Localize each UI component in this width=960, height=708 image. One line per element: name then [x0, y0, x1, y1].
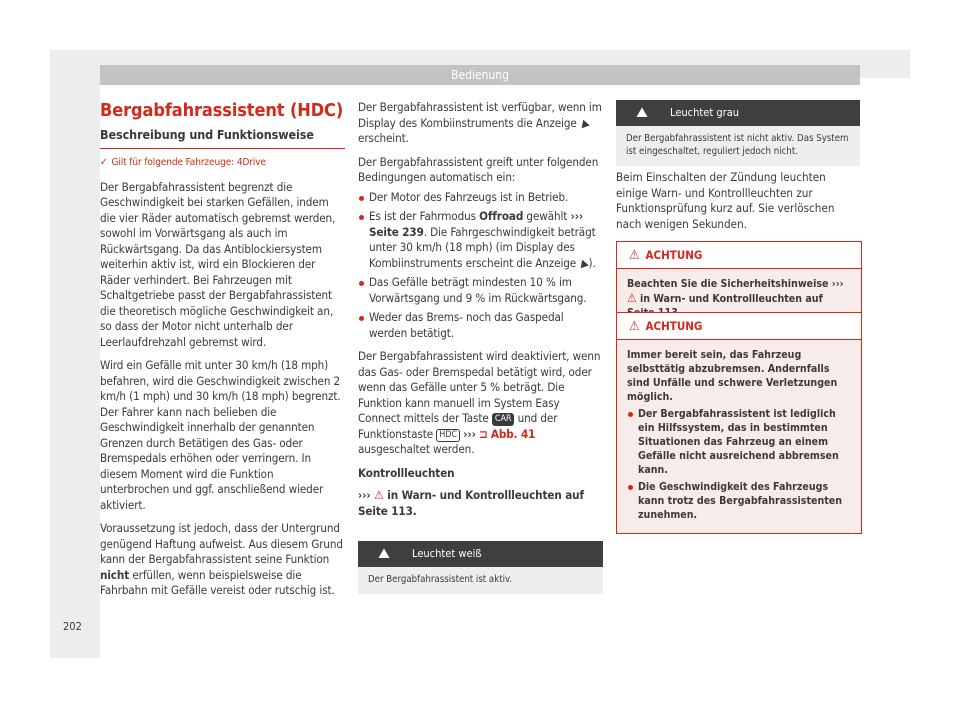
list-item: Weder das Brems- noch das Gaspedal werden betätigt. [358, 310, 603, 341]
list-item: Das Gefälle beträgt mindesten 10 % im Vorwärtsgang und 9 % im Rückwärtsgang. [358, 275, 603, 306]
hdc-lamp-icon: ⛰ [577, 255, 591, 271]
indicator-description: Der Bergabfahrassistent ist nicht aktiv. Das System ist eingeschaltet, reguliert jedoch nicht. [616, 126, 860, 166]
list-item: Die Geschwindigkeit des Fahrzeugs kann trotz des Bergabfahrassistenten zunehmen. [627, 480, 851, 522]
car-key-icon: CAR [492, 413, 515, 426]
list-item: Es ist der Fahrmodus Offroad gewählt ››› Seite 239. Die Fahrgeschwindigkeit beträgt unter 30 km/h (18 mph) (im Display des Kombiinstruments erscheint die Anzeige ⛰). [358, 209, 603, 271]
paragraph: Der Bergabfahrassistent begrenzt die Geschwindigkeit bei starken Gefällen, indem die vier Räder automatisch gebremst werden, sowohl im Vorwärtsgang als auch im Rückwärtsgang. Da das Antiblockiersystem weiterhin aktiv ist, wird ein Blockieren der Räder verhindert. Bei Fahrzeugen mit Schaltgetriebe passt der Bergabfahrassistent die theoretisch mögliche Geschwindigkeit an, so dass der Motor nicht unterhalb der Leerlaufdrehzahl gebremst wird. [100, 179, 336, 349]
indicator-label: Leuchtet weiß [412, 547, 482, 560]
applies-note [100, 155, 345, 171]
cross-reference[interactable]: ››› ⚠ in Warn- und Kontrollleuchten auf Seite 113. [358, 488, 584, 518]
figure-icon: ⊐ [479, 426, 488, 441]
hdc-lamp-icon: ⛰ [577, 115, 591, 131]
paragraph: Wird ein Gefälle mit unter 30 km/h (18 mph) befahren, wird die Geschwindigkeit zwischen 2 km/h (1 mph) und 30 km/h (18 mph) begrenzt. Der Fahrer kann nach belieben die Geschwindigkeit innerhalb der genannten Grenzen durch Betätigen des Gas- oder Bremspedals erhöhen oder verringern. In diesem Moment wird die Funktion unterbrochen und ggf. anschließend wieder aktiviert. [100, 358, 341, 512]
page-title: Bergabfahrassistent (HDC) [100, 100, 344, 121]
section-header: Bedienung [100, 65, 860, 85]
list-item: Der Motor des Fahrzeugs ist in Betrieb. [358, 190, 603, 206]
hdc-lamp-icon: ⛰ [636, 105, 648, 121]
indicator-white-box [358, 541, 603, 594]
paragraph: Voraussetzung ist jedoch, dass der Untergrund genügend Haftung aufweist. Aus diesem Grund kann der Bergabfahrassistent seine Funktion nicht erfüllen, wenn beispielsweise die Fahrbahn mit Gefälle vereist oder rutschig ist. [100, 521, 343, 597]
subheading: Kontrollleuchten [358, 465, 455, 480]
paragraph: Der Bergabfahrassistent wird deaktiviert, wenn das Gas- oder Bremspedal betätigt wird, oder wenn das Gefälle unter 5 % beträgt. Die Funktion kann manuell im System Easy Connect mittels der Taste CAR und der Funktionstaste HDC ››› ⊐ Abb. 41 ausgeschaltet werden. [358, 349, 601, 456]
indicator-description: Der Bergabfahrassistent ist aktiv. [358, 567, 603, 594]
applies-text: Gilt für folgende Fahrzeuge: 4Drive [111, 157, 266, 168]
paragraph: Der Bergabfahrassistent greift unter folgenden Bedingungen automatisch ein: [358, 154, 599, 184]
hdc-key-icon: HDC [436, 429, 460, 442]
warning-box-2 [616, 312, 862, 534]
column-1 [100, 100, 345, 607]
warning-intro: Immer bereit sein, das Fahrzeug selbsttätig abzubremsen. Andernfalls sind Unfälle und schwere Verletzungen möglich. [627, 349, 838, 403]
warning-title: ACHTUNG [645, 248, 703, 262]
page-reference-link[interactable]: ››› Seite 239 [369, 209, 584, 239]
column-2 [358, 100, 603, 527]
warning-box-1: ⚠ ACHTUNG Beachten Sie die Sicherheitshinweise ››› ⚠ in Warn- und Kontrollleuchten auf [616, 241, 862, 329]
warning-triangle-icon: ⚠ [374, 488, 384, 502]
hdc-lamp-icon: ⛰ [378, 546, 390, 562]
paragraph: Beim Einschalten der Zündung leuchten einige Warn- und Kontrollleuchten zur Funktionsprüfung kurz auf. Sie verlöschen nach wenigen Sekunden. [616, 170, 835, 231]
list-item: Der Bergabfahrassistent ist lediglich ein Hilfssystem, das in bestimmten Situationen das Fahrzeug an einem Gefälle nicht ausreichend abbremsen kann. [627, 407, 851, 477]
warning-triangle-icon: ⚠ [629, 319, 640, 334]
indicator-grey-box [616, 100, 860, 166]
warning-triangle-icon: ⚠ [629, 248, 640, 263]
warning-title: ACHTUNG [645, 319, 703, 333]
indicator-label: Leuchtet grau [670, 106, 740, 119]
warning-triangle-icon: ⚠ [627, 291, 637, 305]
paragraph: Der Bergabfahrassistent ist verfügbar, wenn im Display des Kombiinstruments die Anzeige ⛰ erscheint. [358, 100, 602, 145]
page-number: 202 [63, 620, 82, 633]
check-icon: ✓ [100, 157, 108, 168]
figure-reference-link[interactable]: Abb. 41 [490, 426, 536, 441]
section-subtitle: Beschreibung und Funktionsweise [100, 127, 345, 149]
